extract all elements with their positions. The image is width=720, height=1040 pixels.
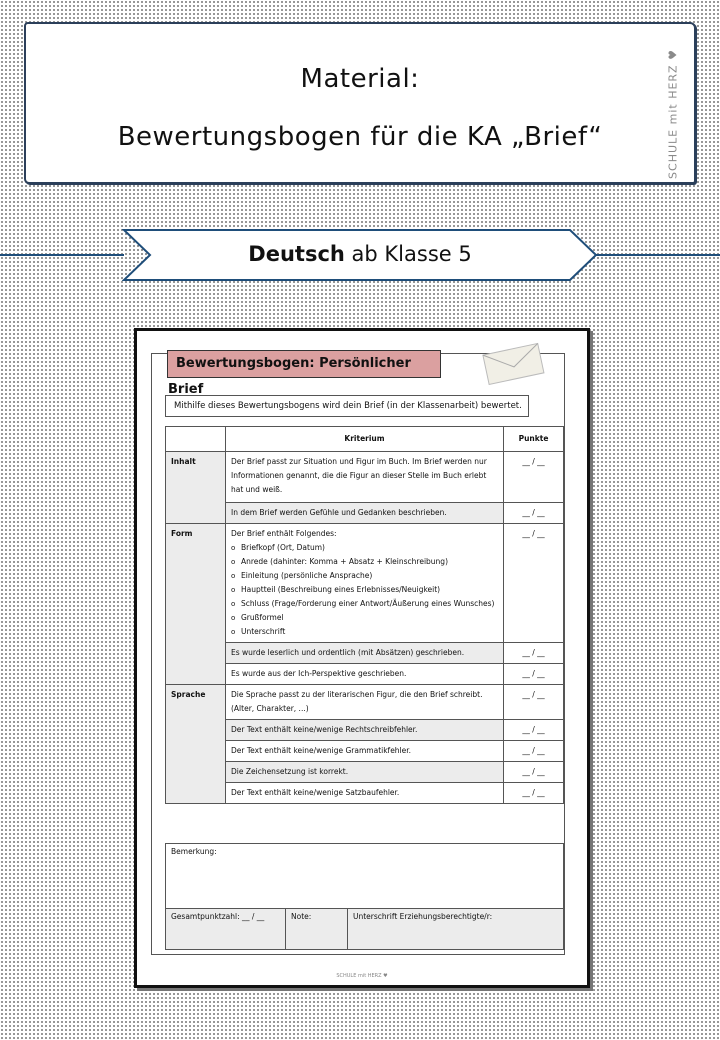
points-field: __ / __ (504, 452, 564, 503)
points-field: __ / __ (504, 720, 564, 741)
criterion-text: Der Brief passt zur Situation und Figur im Buch. Im Brief werden nur Informationen genannt, die die Figur an dieser Stelle im Buch erlebt hat und weiß. (226, 452, 504, 503)
signature-field: Unterschrift Erziehungsberechtigte/r: (348, 909, 564, 950)
list-item: o Schluss (Frage/Forderung einer Antwort/Äußerung eines Wunsches) (231, 597, 498, 611)
form-list-intro: Der Brief enthält Folgendes: (231, 529, 337, 538)
points-field: __ / __ (504, 741, 564, 762)
table-row (166, 452, 564, 503)
points-field: __ / __ (504, 643, 564, 664)
points-field: __ / __ (504, 664, 564, 685)
subject-banner (122, 228, 598, 282)
form-checklist (231, 541, 498, 639)
side-brand-logo (662, 44, 684, 184)
category-form: Form (166, 524, 226, 685)
table-row (166, 685, 564, 720)
envelope-icon (477, 339, 549, 385)
title-line-1: Material: (300, 64, 420, 94)
title-box (24, 22, 696, 184)
table-header-row (166, 427, 564, 452)
worksheet-preview (134, 328, 590, 988)
points-field: __ / __ (504, 783, 564, 804)
table-row (166, 762, 564, 783)
criteria-table (165, 426, 564, 804)
worksheet-footer: SCHULE mit HERZ ♥ (336, 973, 388, 979)
total-score-field: Gesamtpunktzahl: __ / __ (166, 909, 286, 950)
summary-table (165, 843, 564, 950)
points-field: __ / __ (504, 762, 564, 783)
criterion-text: Der Text enthält keine/wenige Grammatikfehler. (226, 741, 504, 762)
remarks-field: Bemerkung: (166, 844, 564, 909)
grade-field: Note: (286, 909, 348, 950)
points-field: __ / __ (504, 685, 564, 720)
header-blank (166, 427, 226, 452)
table-row (166, 664, 564, 685)
header-criterion: Kriterium (226, 427, 504, 452)
criterion-form-list (226, 524, 504, 643)
category-sprache: Sprache (166, 685, 226, 804)
criterion-text: Es wurde leserlich und ordentlich (mit Absätzen) geschrieben. (226, 643, 504, 664)
criterion-text: Die Sprache passt zu der literarischen Figur, die den Brief schreibt. (Alter, Charakter, ...) (226, 685, 504, 720)
totals-row (166, 909, 564, 950)
header-points: Punkte (504, 427, 564, 452)
list-item: o Hauptteil (Beschreibung eines Erlebnisses/Neuigkeit) (231, 583, 498, 597)
banner-text (122, 242, 598, 266)
list-item: o Briefkopf (Ort, Datum) (231, 541, 498, 555)
criterion-text: Der Text enthält keine/wenige Satzbaufehler. (226, 783, 504, 804)
list-item: o Anrede (dahinter: Komma + Absatz + Kleinschreibung) (231, 555, 498, 569)
table-row (166, 643, 564, 664)
points-field: __ / __ (504, 503, 564, 524)
list-item: o Grußformel (231, 611, 498, 625)
remarks-row (166, 844, 564, 909)
criterion-text: Es wurde aus der Ich-Perspektive geschrieben. (226, 664, 504, 685)
criterion-text: Der Text enthält keine/wenige Rechtschreibfehler. (226, 720, 504, 741)
side-brand-text: SCHULE mit HERZ ♥ (666, 49, 680, 179)
category-inhalt: Inhalt (166, 452, 226, 524)
table-row (166, 503, 564, 524)
title-line-2: Bewertungsbogen für die KA „Brief“ (117, 122, 603, 152)
banner-grade: ab Klasse 5 (351, 242, 472, 266)
list-item: o Unterschrift (231, 625, 498, 639)
criterion-text: In dem Brief werden Gefühle und Gedanken beschrieben. (226, 503, 504, 524)
worksheet-intro: Mithilfe dieses Bewertungsbogens wird dein Brief (in der Klassenarbeit) bewertet. (165, 395, 529, 417)
list-item: o Einleitung (persönliche Ansprache) (231, 569, 498, 583)
criterion-text: Die Zeichensetzung ist korrekt. (226, 762, 504, 783)
divider-right (594, 254, 720, 256)
table-row (166, 524, 564, 643)
banner-subject: Deutsch (248, 242, 345, 266)
points-field: __ / __ (504, 524, 564, 643)
worksheet-title: Bewertungsbogen: Persönlicher Brief (167, 350, 441, 378)
divider-left (0, 254, 124, 256)
table-row (166, 741, 564, 762)
table-row (166, 720, 564, 741)
table-row (166, 783, 564, 804)
